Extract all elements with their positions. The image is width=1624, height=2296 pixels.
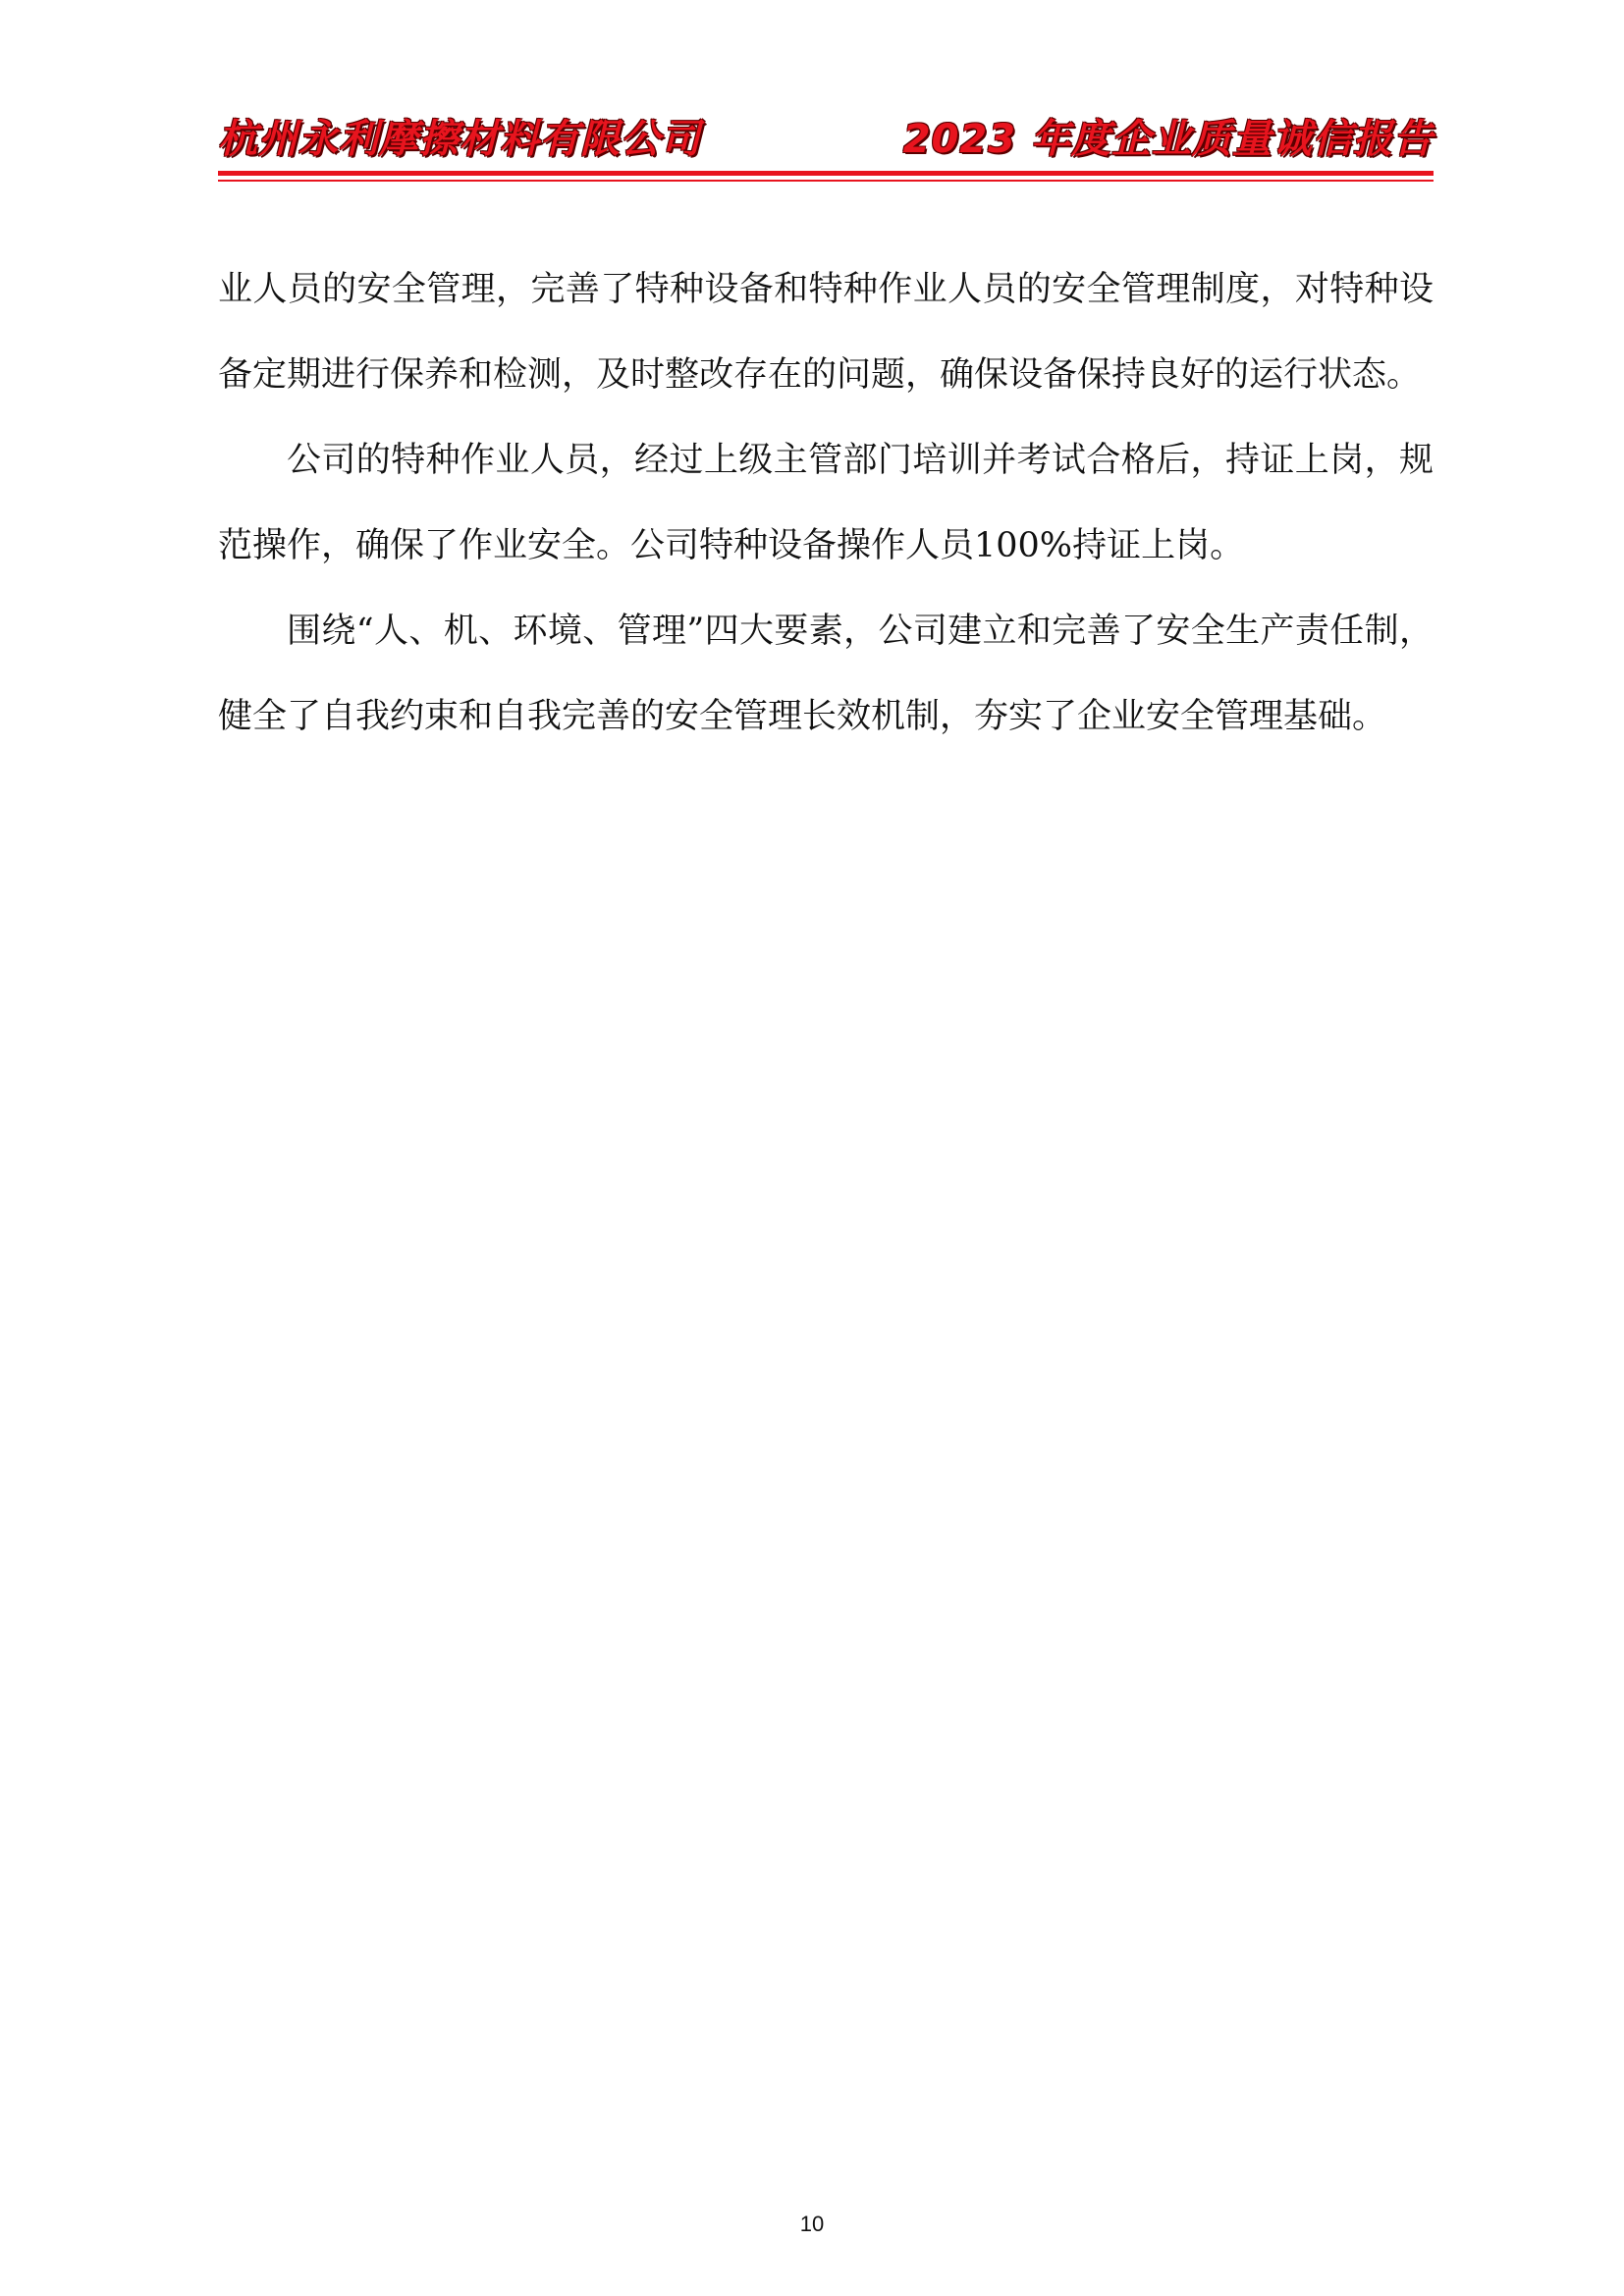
company-name: 杭州永利摩擦材料有限公司 [218, 117, 701, 162]
page-number: 10 [799, 2212, 825, 2236]
paragraph-continued: 业人员的安全管理，完善了特种设备和特种作业人员的安全管理制度，对特种设备定期进行保养和检测，及时整改存在的问题，确保设备保持良好的运行状态。 [218, 270, 1434, 395]
page-header [218, 110, 1434, 185]
header-rule-thick [218, 171, 1434, 176]
paragraph-certification: 公司的特种作业人员，经过上级主管部门培训并考试合格后，持证上岗，规范操作，确保了作业安全。公司特种设备操作人员100%持证上岗。 [218, 441, 1434, 565]
paragraph-safety-elements: 围绕“人、机、环境、管理”四大要素，公司建立和完善了安全生产责任制，健全了自我约束和自我完善的安全管理长效机制，夯实了企业安全管理基础。 [218, 612, 1434, 736]
body-text [218, 247, 1434, 760]
report-title: 2023 年度企业质量诚信报告 [902, 117, 1434, 162]
header-rule-thin [218, 180, 1434, 182]
